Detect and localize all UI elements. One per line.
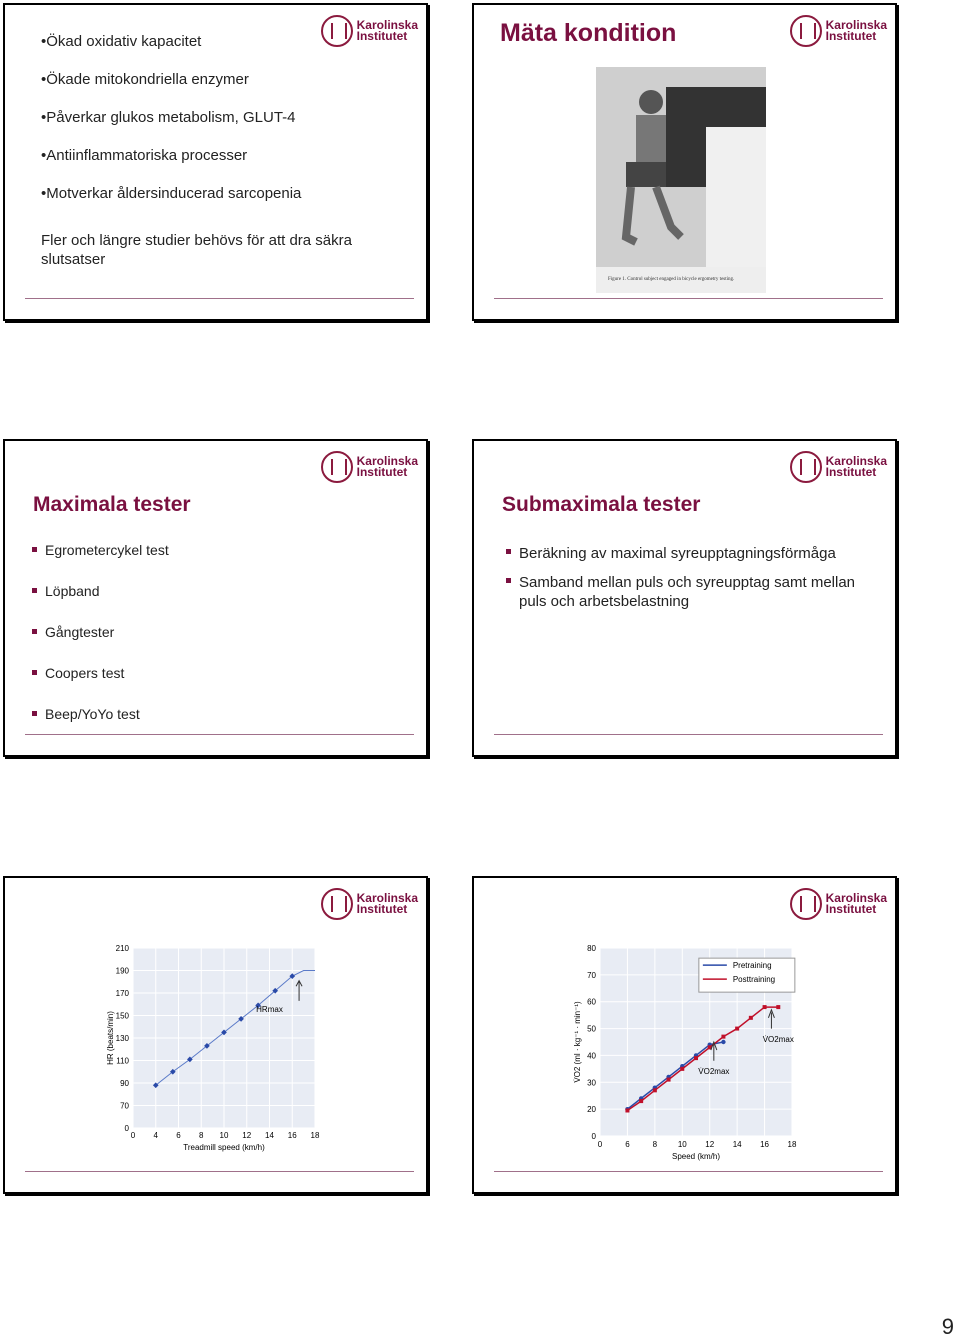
- adaptation-list: [41, 33, 301, 223]
- x-axis-label: Speed (km/h): [671, 1152, 721, 1161]
- y-tick-label: 80: [587, 944, 596, 953]
- list-item: • Motverkar åldersinducerad sarcopenia: [41, 185, 301, 202]
- conclusion-note: Fler och längre studier behövs för att dra säkra slutsatser: [41, 232, 352, 268]
- karolinska-logo: Karolinska Institutet: [321, 888, 418, 920]
- data-point: [639, 1099, 643, 1103]
- y-tick-label: 40: [587, 1051, 596, 1061]
- slide-adaptations: [3, 3, 428, 321]
- hr-speed-chart: [5, 878, 430, 1196]
- y-tick-label: 30: [587, 1078, 596, 1088]
- data-point: [625, 1108, 629, 1112]
- x-tick-label: 10: [219, 1131, 229, 1140]
- divider: [25, 1171, 414, 1172]
- data-point: [667, 1078, 671, 1082]
- slide-title: Submaximala tester: [502, 493, 701, 516]
- seal-icon: [790, 451, 822, 483]
- ergometry-photo: [596, 67, 766, 293]
- annotation-label: V̇O2max: [698, 1067, 730, 1077]
- slide-submaximal-tests: [472, 439, 897, 757]
- data-point: [735, 1027, 739, 1031]
- y-tick-label: 50: [587, 1024, 596, 1034]
- y-tick-label: 170: [115, 989, 129, 998]
- x-axis-label: Treadmill speed (km/h): [183, 1143, 265, 1152]
- x-tick-label: 12: [242, 1131, 252, 1140]
- list-item: Egrometercykel test: [45, 542, 169, 558]
- list-item: • Ökad oxidativ kapacitet: [41, 33, 301, 50]
- data-point: [749, 1016, 753, 1020]
- list-item: Gångtester: [45, 624, 169, 641]
- y-tick-label: 70: [587, 970, 596, 980]
- slide-title: Maximala tester: [33, 493, 191, 516]
- x-tick-label: 18: [310, 1131, 320, 1140]
- seal-icon: [321, 15, 353, 47]
- data-point: [763, 1005, 767, 1009]
- data-point: [653, 1088, 657, 1092]
- karolinska-logo: Karolinska Institutet: [790, 15, 887, 47]
- data-point: [721, 1035, 725, 1039]
- x-tick-label: 6: [625, 1140, 630, 1149]
- x-tick-label: 16: [760, 1140, 770, 1149]
- slide-fitness-measurement: [472, 3, 897, 321]
- x-tick-label: 4: [153, 1131, 158, 1140]
- x-tick-label: 12: [705, 1140, 715, 1149]
- data-point: [680, 1067, 684, 1071]
- list-item: • Ökade mitokondriella enzymer: [41, 71, 301, 88]
- page-number: 9: [941, 1314, 954, 1339]
- y-tick-label: 190: [115, 966, 129, 976]
- x-tick-label: 0: [130, 1131, 136, 1140]
- y-tick-label: 0: [124, 1124, 129, 1133]
- legend-label: Pretraining: [732, 961, 772, 971]
- slide-maximal-tests: [3, 439, 428, 757]
- y-axis-label: HR (beats/min): [106, 1011, 115, 1065]
- x-tick-label: 18: [787, 1140, 797, 1149]
- list-item: Beep/YoYo test: [45, 706, 169, 723]
- slide-vo2-chart: [472, 876, 897, 1194]
- list-item: Löpband: [45, 583, 169, 600]
- y-tick-label: 90: [120, 1079, 129, 1088]
- divider: [25, 298, 414, 299]
- y-tick-label: 150: [115, 1011, 129, 1021]
- y-tick-label: 60: [587, 997, 596, 1007]
- data-point: [776, 1005, 780, 1009]
- annotation-label: V̇O2max: [762, 1035, 794, 1044]
- list-item: • Påverkar glukos metabolism, GLUT-4: [41, 109, 301, 126]
- slide-title: Mäta kondition: [500, 19, 677, 47]
- y-tick-label: 20: [587, 1105, 596, 1115]
- maximal-test-list: [45, 542, 169, 723]
- slide-hr-chart: [3, 876, 428, 1194]
- seal-icon: [790, 15, 822, 47]
- y-tick-label: 70: [120, 1101, 129, 1111]
- y-tick-label: 130: [115, 1034, 129, 1043]
- x-tick-label: 6: [176, 1131, 181, 1140]
- x-tick-label: 8: [199, 1131, 204, 1140]
- karolinska-logo: Karolinska Institutet: [321, 15, 418, 47]
- x-tick-label: 16: [287, 1131, 297, 1140]
- divider: [494, 298, 883, 299]
- submaximal-test-list: [519, 544, 859, 611]
- annotation-label: HRmax: [256, 1005, 283, 1015]
- karolinska-logo: Karolinska Institutet: [790, 888, 887, 920]
- data-point: [694, 1056, 698, 1060]
- x-tick-label: 0: [597, 1140, 603, 1149]
- seal-icon: [321, 451, 353, 483]
- y-tick-label: 210: [115, 944, 129, 953]
- y-axis-label: V̇O2 (ml · kg⁻¹ · min⁻¹): [573, 1001, 582, 1083]
- legend-label: Posttraining: [732, 975, 776, 985]
- divider: [494, 734, 883, 735]
- list-item: Beräkning av maximal syreupptagningsförmåga: [519, 544, 859, 563]
- x-tick-label: 10: [677, 1140, 687, 1149]
- vo2-speed-chart: [474, 878, 899, 1196]
- x-tick-label: 14: [732, 1140, 742, 1149]
- list-item: Samband mellan puls och syreupptag samt mellan puls och arbetsbelastning: [519, 573, 859, 611]
- x-tick-label: 8: [652, 1140, 658, 1149]
- photo-caption: Figure 1. Control subject engaged in bicycle ergometry testing.: [608, 277, 735, 282]
- list-item: • Antiinflammatoriska processer: [41, 147, 301, 164]
- divider: [25, 734, 414, 735]
- y-tick-label: 110: [116, 1056, 129, 1066]
- x-tick-label: 14: [265, 1131, 274, 1140]
- y-tick-label: 0: [591, 1132, 596, 1141]
- karolinska-logo: Karolinska Institutet: [790, 451, 887, 483]
- divider: [494, 1171, 883, 1172]
- karolinska-logo: Karolinska Institutet: [321, 451, 418, 483]
- data-point: [721, 1040, 725, 1044]
- list-item: Coopers test: [45, 665, 169, 682]
